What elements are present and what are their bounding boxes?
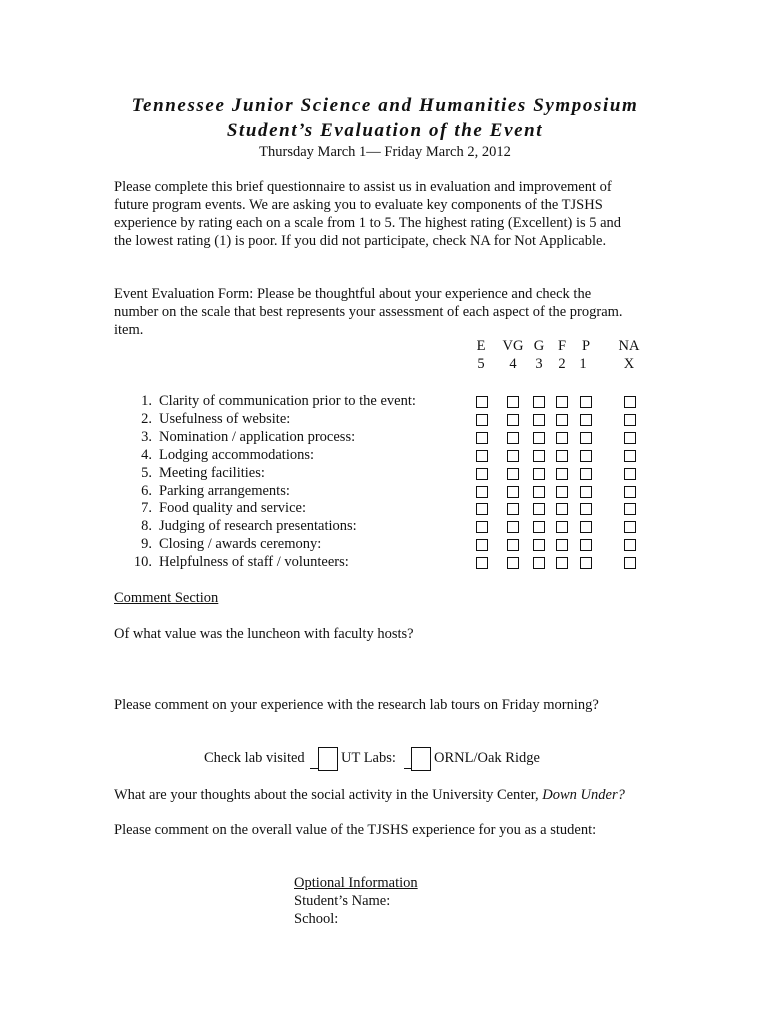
rating-checkbox-p[interactable] <box>580 414 592 426</box>
rating-checkbox-na[interactable] <box>624 450 636 462</box>
ut-labs-checkbox[interactable] <box>318 747 338 771</box>
item-label: Nomination / application process: <box>159 428 356 445</box>
rating-checkbox-na[interactable] <box>624 468 636 480</box>
rating-checkbox-g[interactable] <box>533 557 545 569</box>
scale-label-na: NA <box>618 338 640 354</box>
form-intro-line-1: Event Evaluation Form: Please be thoughtful about your experience and check the <box>114 286 592 302</box>
item-number: 4. <box>141 446 152 463</box>
item-label: Usefulness of website: <box>159 410 291 427</box>
item-number: 6. <box>141 482 152 499</box>
rating-checkbox-vg[interactable] <box>507 486 519 498</box>
intro-line-4: the lowest rating (1) is poor. If you did not participate, check NA for Not Applicable. <box>114 233 607 249</box>
item-label: Lodging accommodations: <box>159 446 315 463</box>
check-lab-label: Check lab visited <box>204 750 305 766</box>
rating-checkbox-vg[interactable] <box>507 450 519 462</box>
item-number: 2. <box>141 410 152 427</box>
intro-line-3: experience by rating each on a scale from 1 to 5. The highest rating (Excellent) is 5 and <box>114 215 622 231</box>
rating-checkbox-e[interactable] <box>476 521 488 533</box>
scale-label-e: E <box>476 338 486 354</box>
rating-checkbox-e[interactable] <box>476 486 488 498</box>
rating-checkbox-na[interactable] <box>624 432 636 444</box>
rating-checkbox-f[interactable] <box>556 539 568 551</box>
scale-label-f: F <box>557 338 567 354</box>
scale-label-g: G <box>533 338 545 354</box>
rating-checkbox-vg[interactable] <box>507 503 519 515</box>
rating-checkbox-f[interactable] <box>556 468 568 480</box>
rating-checkbox-vg[interactable] <box>507 521 519 533</box>
rating-checkbox-na[interactable] <box>624 521 636 533</box>
rating-checkbox-vg[interactable] <box>507 414 519 426</box>
rating-checkbox-na[interactable] <box>624 557 636 569</box>
rating-checkbox-na[interactable] <box>624 414 636 426</box>
rating-checkbox-vg[interactable] <box>507 468 519 480</box>
form-subtitle: Student’s Evaluation of the Event <box>226 120 544 141</box>
rating-checkbox-g[interactable] <box>533 521 545 533</box>
rating-checkbox-p[interactable] <box>580 557 592 569</box>
rating-checkbox-e[interactable] <box>476 503 488 515</box>
rating-checkbox-f[interactable] <box>556 396 568 408</box>
blank-line <box>310 768 318 769</box>
rating-checkbox-g[interactable] <box>533 432 545 444</box>
item-label: Parking arrangements: <box>159 482 290 499</box>
rating-checkbox-p[interactable] <box>580 432 592 444</box>
rating-checkbox-g[interactable] <box>533 396 545 408</box>
item-label: Helpfulness of staff / volunteers: <box>159 554 349 571</box>
scale-value-3: 3 <box>535 356 543 372</box>
rating-checkbox-g[interactable] <box>533 450 545 462</box>
item-label: Meeting facilities: <box>159 464 265 481</box>
comment-section-heading: Comment Section <box>114 590 219 606</box>
rating-checkbox-na[interactable] <box>624 396 636 408</box>
item-label: Food quality and service: <box>159 500 306 517</box>
rating-checkbox-g[interactable] <box>533 468 545 480</box>
question-luncheon: Of what value was the luncheon with faculty hosts? <box>114 626 414 642</box>
rating-checkbox-e[interactable] <box>476 450 488 462</box>
rating-checkbox-e[interactable] <box>476 396 488 408</box>
optional-heading: Optional Information <box>294 875 418 891</box>
form-intro-line-2: number on the scale that best represents your assessment of each aspect of the program. <box>114 304 623 320</box>
rating-checkbox-p[interactable] <box>580 503 592 515</box>
rating-checkbox-f[interactable] <box>556 486 568 498</box>
question-social <box>114 786 625 804</box>
rating-checkbox-na[interactable] <box>624 539 636 551</box>
item-label: Clarity of communication prior to the event: <box>159 393 416 409</box>
item-number: 3. <box>141 428 152 445</box>
item-number: 8. <box>141 518 152 535</box>
rating-checkbox-e[interactable] <box>476 557 488 569</box>
item-number: 7. <box>141 500 152 517</box>
scale-value-na: X <box>623 356 635 372</box>
rating-checkbox-p[interactable] <box>580 450 592 462</box>
scale-label-vg: VG <box>502 338 524 354</box>
ut-labs-label: UT Labs: <box>341 750 396 766</box>
rating-checkbox-g[interactable] <box>533 414 545 426</box>
item-number: 5. <box>141 464 152 481</box>
rating-checkbox-na[interactable] <box>624 503 636 515</box>
rating-checkbox-g[interactable] <box>533 539 545 551</box>
rating-checkbox-vg[interactable] <box>507 432 519 444</box>
rating-checkbox-f[interactable] <box>556 503 568 515</box>
intro-line-1: Please complete this brief questionnaire to assist us in evaluation and improvement of <box>114 179 612 195</box>
form-intro-line-3: item. <box>114 322 144 338</box>
rating-checkbox-e[interactable] <box>476 539 488 551</box>
rating-checkbox-f[interactable] <box>556 521 568 533</box>
rating-checkbox-p[interactable] <box>580 521 592 533</box>
rating-checkbox-g[interactable] <box>533 486 545 498</box>
student-name-label: Student’s Name: <box>294 893 391 909</box>
rating-checkbox-e[interactable] <box>476 432 488 444</box>
item-label: Judging of research presentations: <box>159 518 357 535</box>
item-number: 9. <box>141 536 152 553</box>
rating-checkbox-p[interactable] <box>580 396 592 408</box>
ornl-label: ORNL/Oak Ridge <box>434 750 540 766</box>
question-lab-tours: Please comment on your experience with the research lab tours on Friday morning? <box>114 697 599 713</box>
form-title: Tennessee Junior Science and Humanities Symposium <box>131 95 639 116</box>
event-dates: Thursday March 1— Friday March 2, 2012 <box>259 144 511 160</box>
scale-value-4: 4 <box>509 356 517 372</box>
rating-checkbox-f[interactable] <box>556 414 568 426</box>
rating-checkbox-f[interactable] <box>556 432 568 444</box>
intro-line-2: future program events. We are asking you to evaluate key components of the TJSHS <box>114 197 603 213</box>
rating-checkbox-na[interactable] <box>624 486 636 498</box>
rating-checkbox-p[interactable] <box>580 486 592 498</box>
rating-checkbox-e[interactable] <box>476 414 488 426</box>
item-number: 1. <box>141 393 152 409</box>
rating-checkbox-f[interactable] <box>556 450 568 462</box>
rating-checkbox-g[interactable] <box>533 503 545 515</box>
ornl-checkbox[interactable] <box>411 747 431 771</box>
scale-value-2: 2 <box>558 356 566 372</box>
rating-checkbox-e[interactable] <box>476 468 488 480</box>
question-overall: Please comment on the overall value of the TJSHS experience for you as a student: <box>114 822 597 838</box>
rating-checkbox-p[interactable] <box>580 468 592 480</box>
scale-value-5: 5 <box>477 356 485 372</box>
rating-checkbox-f[interactable] <box>556 557 568 569</box>
school-label: School: <box>294 911 339 927</box>
rating-checkbox-vg[interactable] <box>507 396 519 408</box>
scale-label-p: P <box>581 338 591 354</box>
social-event-name: Down Under? <box>542 787 625 803</box>
item-label: Closing / awards ceremony: <box>159 536 322 553</box>
scale-value-1: 1 <box>579 356 587 372</box>
rating-checkbox-p[interactable] <box>580 539 592 551</box>
rating-checkbox-vg[interactable] <box>507 557 519 569</box>
item-number: 10. <box>133 554 152 571</box>
question-social-text: What are your thoughts about the social activity in the University Center, <box>114 787 539 803</box>
rating-checkbox-vg[interactable] <box>507 539 519 551</box>
